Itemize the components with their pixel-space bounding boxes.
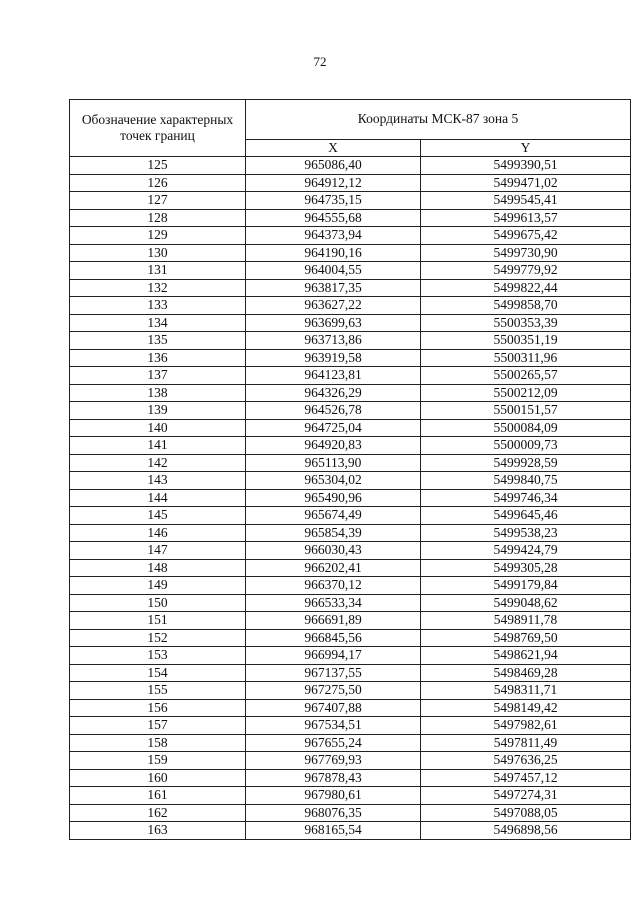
x-coordinate-cell: 966994,17 xyxy=(246,647,421,665)
point-cell: 151 xyxy=(70,612,246,630)
x-coordinate-cell: 968076,35 xyxy=(246,804,421,822)
point-cell: 130 xyxy=(70,244,246,262)
x-coordinate-cell: 967655,24 xyxy=(246,734,421,752)
x-coordinate-cell: 964004,55 xyxy=(246,262,421,280)
x-coordinate-cell: 965490,96 xyxy=(246,489,421,507)
y-coordinate-cell: 5499746,34 xyxy=(421,489,631,507)
x-coordinate-cell: 964190,16 xyxy=(246,244,421,262)
y-coordinate-cell: 5498311,71 xyxy=(421,682,631,700)
x-coordinate-cell: 965304,02 xyxy=(246,472,421,490)
point-cell: 142 xyxy=(70,454,246,472)
page-number: 72 xyxy=(313,54,327,69)
y-coordinate-cell: 5500084,09 xyxy=(421,419,631,437)
y-coordinate-cell: 5499730,90 xyxy=(421,244,631,262)
point-cell: 149 xyxy=(70,577,246,595)
table-row xyxy=(70,769,631,787)
x-coordinate-cell: 967137,55 xyxy=(246,664,421,682)
point-cell: 132 xyxy=(70,279,246,297)
point-cell: 137 xyxy=(70,367,246,385)
y-coordinate-cell: 5498769,50 xyxy=(421,629,631,647)
point-cell: 156 xyxy=(70,699,246,717)
table-row xyxy=(70,227,631,245)
x-coordinate-cell: 965854,39 xyxy=(246,524,421,542)
point-cell: 150 xyxy=(70,594,246,612)
y-coordinate-cell: 5499613,57 xyxy=(421,209,631,227)
point-cell: 155 xyxy=(70,682,246,700)
y-coordinate-cell: 5499822,44 xyxy=(421,279,631,297)
table-row xyxy=(70,717,631,735)
table-row xyxy=(70,192,631,210)
table-row xyxy=(70,822,631,840)
point-cell: 127 xyxy=(70,192,246,210)
table-row xyxy=(70,157,631,175)
point-cell: 157 xyxy=(70,717,246,735)
point-cell: 135 xyxy=(70,332,246,350)
table-row xyxy=(70,419,631,437)
point-cell: 158 xyxy=(70,734,246,752)
y-coordinate-cell: 5497088,05 xyxy=(421,804,631,822)
table-row xyxy=(70,314,631,332)
table-row xyxy=(70,279,631,297)
x-coordinate-cell: 963919,58 xyxy=(246,349,421,367)
table-row xyxy=(70,349,631,367)
point-cell: 129 xyxy=(70,227,246,245)
table-header xyxy=(70,100,631,157)
y-coordinate-cell: 5498911,78 xyxy=(421,612,631,630)
y-coordinate-cell: 5499928,59 xyxy=(421,454,631,472)
table-row xyxy=(70,682,631,700)
table-body xyxy=(70,157,631,840)
point-cell: 152 xyxy=(70,629,246,647)
x-coordinate-cell: 964373,94 xyxy=(246,227,421,245)
table-row xyxy=(70,647,631,665)
x-coordinate-cell: 967275,50 xyxy=(246,682,421,700)
y-coordinate-cell: 5499675,42 xyxy=(421,227,631,245)
x-coordinate-cell: 963627,22 xyxy=(246,297,421,315)
x-coordinate-cell: 966030,43 xyxy=(246,542,421,560)
point-cell: 146 xyxy=(70,524,246,542)
x-coordinate-cell: 967980,61 xyxy=(246,787,421,805)
y-coordinate-cell: 5497982,61 xyxy=(421,717,631,735)
point-cell: 139 xyxy=(70,402,246,420)
table-row xyxy=(70,174,631,192)
table-row xyxy=(70,472,631,490)
y-coordinate-cell: 5497636,25 xyxy=(421,752,631,770)
table-row xyxy=(70,664,631,682)
point-cell: 163 xyxy=(70,822,246,840)
table-row xyxy=(70,437,631,455)
x-coordinate-cell: 964735,15 xyxy=(246,192,421,210)
point-cell: 131 xyxy=(70,262,246,280)
table-row xyxy=(70,507,631,525)
x-coordinate-cell: 968165,54 xyxy=(246,822,421,840)
table-row xyxy=(70,332,631,350)
point-cell: 161 xyxy=(70,787,246,805)
point-cell: 147 xyxy=(70,542,246,560)
table-row xyxy=(70,787,631,805)
header-row-top xyxy=(70,100,631,140)
y-coordinate-cell: 5499779,92 xyxy=(421,262,631,280)
y-coordinate-cell: 5497274,31 xyxy=(421,787,631,805)
y-coordinate-cell: 5498621,94 xyxy=(421,647,631,665)
point-cell: 160 xyxy=(70,769,246,787)
point-cell: 162 xyxy=(70,804,246,822)
x-coordinate-cell: 967769,93 xyxy=(246,752,421,770)
table-row xyxy=(70,559,631,577)
table-row xyxy=(70,367,631,385)
x-coordinate-cell: 965674,49 xyxy=(246,507,421,525)
x-coordinate-cell: 966691,89 xyxy=(246,612,421,630)
x-coordinate-cell: 964555,68 xyxy=(246,209,421,227)
y-coordinate-cell: 5500265,57 xyxy=(421,367,631,385)
x-coordinate-cell: 967878,43 xyxy=(246,769,421,787)
point-cell: 154 xyxy=(70,664,246,682)
y-coordinate-cell: 5499645,46 xyxy=(421,507,631,525)
x-coordinate-cell: 966202,41 xyxy=(246,559,421,577)
point-cell: 148 xyxy=(70,559,246,577)
x-coordinate-cell: 963817,35 xyxy=(246,279,421,297)
x-coordinate-cell: 964912,12 xyxy=(246,174,421,192)
table-row xyxy=(70,804,631,822)
x-coordinate-cell: 963699,63 xyxy=(246,314,421,332)
point-cell: 144 xyxy=(70,489,246,507)
coordinates-table xyxy=(69,99,631,840)
point-cell: 140 xyxy=(70,419,246,437)
table-row xyxy=(70,629,631,647)
y-coordinate-cell: 5500212,09 xyxy=(421,384,631,402)
y-coordinate-cell: 5500351,19 xyxy=(421,332,631,350)
table-row xyxy=(70,612,631,630)
y-coordinate-cell: 5500311,96 xyxy=(421,349,631,367)
table-row xyxy=(70,752,631,770)
x-coordinate-cell: 966533,34 xyxy=(246,594,421,612)
point-cell: 145 xyxy=(70,507,246,525)
table-row xyxy=(70,734,631,752)
x-coordinate-cell: 966370,12 xyxy=(246,577,421,595)
table-row xyxy=(70,699,631,717)
point-cell: 133 xyxy=(70,297,246,315)
y-coordinate-cell: 5500009,73 xyxy=(421,437,631,455)
x-coordinate-cell: 964326,29 xyxy=(246,384,421,402)
x-coordinate-cell: 967534,51 xyxy=(246,717,421,735)
point-cell: 159 xyxy=(70,752,246,770)
table-row xyxy=(70,577,631,595)
header-coordinates: Координаты МСК-87 зона 5 xyxy=(246,100,631,140)
x-coordinate-cell: 963713,86 xyxy=(246,332,421,350)
point-cell: 128 xyxy=(70,209,246,227)
point-cell: 141 xyxy=(70,437,246,455)
x-coordinate-cell: 967407,88 xyxy=(246,699,421,717)
table-row xyxy=(70,209,631,227)
point-cell: 125 xyxy=(70,157,246,175)
x-coordinate-cell: 964725,04 xyxy=(246,419,421,437)
header-point-designation: Обозначение характерных точек границ xyxy=(70,100,246,157)
y-coordinate-cell: 5500151,57 xyxy=(421,402,631,420)
point-cell: 153 xyxy=(70,647,246,665)
y-coordinate-cell: 5499545,41 xyxy=(421,192,631,210)
table-row xyxy=(70,402,631,420)
x-coordinate-cell: 964920,83 xyxy=(246,437,421,455)
y-coordinate-cell: 5497811,49 xyxy=(421,734,631,752)
x-coordinate-cell: 964123,81 xyxy=(246,367,421,385)
point-cell: 126 xyxy=(70,174,246,192)
table-row xyxy=(70,297,631,315)
header-x: X xyxy=(246,139,421,156)
table-row xyxy=(70,524,631,542)
y-coordinate-cell: 5496898,56 xyxy=(421,822,631,840)
y-coordinate-cell: 5499305,28 xyxy=(421,559,631,577)
y-coordinate-cell: 5497457,12 xyxy=(421,769,631,787)
point-cell: 134 xyxy=(70,314,246,332)
x-coordinate-cell: 965113,90 xyxy=(246,454,421,472)
x-coordinate-cell: 964526,78 xyxy=(246,402,421,420)
y-coordinate-cell: 5499858,70 xyxy=(421,297,631,315)
point-cell: 143 xyxy=(70,472,246,490)
header-y: Y xyxy=(421,139,631,156)
y-coordinate-cell: 5498149,42 xyxy=(421,699,631,717)
y-coordinate-cell: 5499471,02 xyxy=(421,174,631,192)
y-coordinate-cell: 5499424,79 xyxy=(421,542,631,560)
table-row xyxy=(70,542,631,560)
y-coordinate-cell: 5499390,51 xyxy=(421,157,631,175)
y-coordinate-cell: 5499048,62 xyxy=(421,594,631,612)
y-coordinate-cell: 5500353,39 xyxy=(421,314,631,332)
point-cell: 138 xyxy=(70,384,246,402)
table-row xyxy=(70,244,631,262)
point-cell: 136 xyxy=(70,349,246,367)
x-coordinate-cell: 965086,40 xyxy=(246,157,421,175)
table-row xyxy=(70,454,631,472)
y-coordinate-cell: 5499840,75 xyxy=(421,472,631,490)
y-coordinate-cell: 5498469,28 xyxy=(421,664,631,682)
y-coordinate-cell: 5499538,23 xyxy=(421,524,631,542)
table-row xyxy=(70,594,631,612)
y-coordinate-cell: 5499179,84 xyxy=(421,577,631,595)
table-row xyxy=(70,262,631,280)
table-row xyxy=(70,489,631,507)
x-coordinate-cell: 966845,56 xyxy=(246,629,421,647)
table-row xyxy=(70,384,631,402)
